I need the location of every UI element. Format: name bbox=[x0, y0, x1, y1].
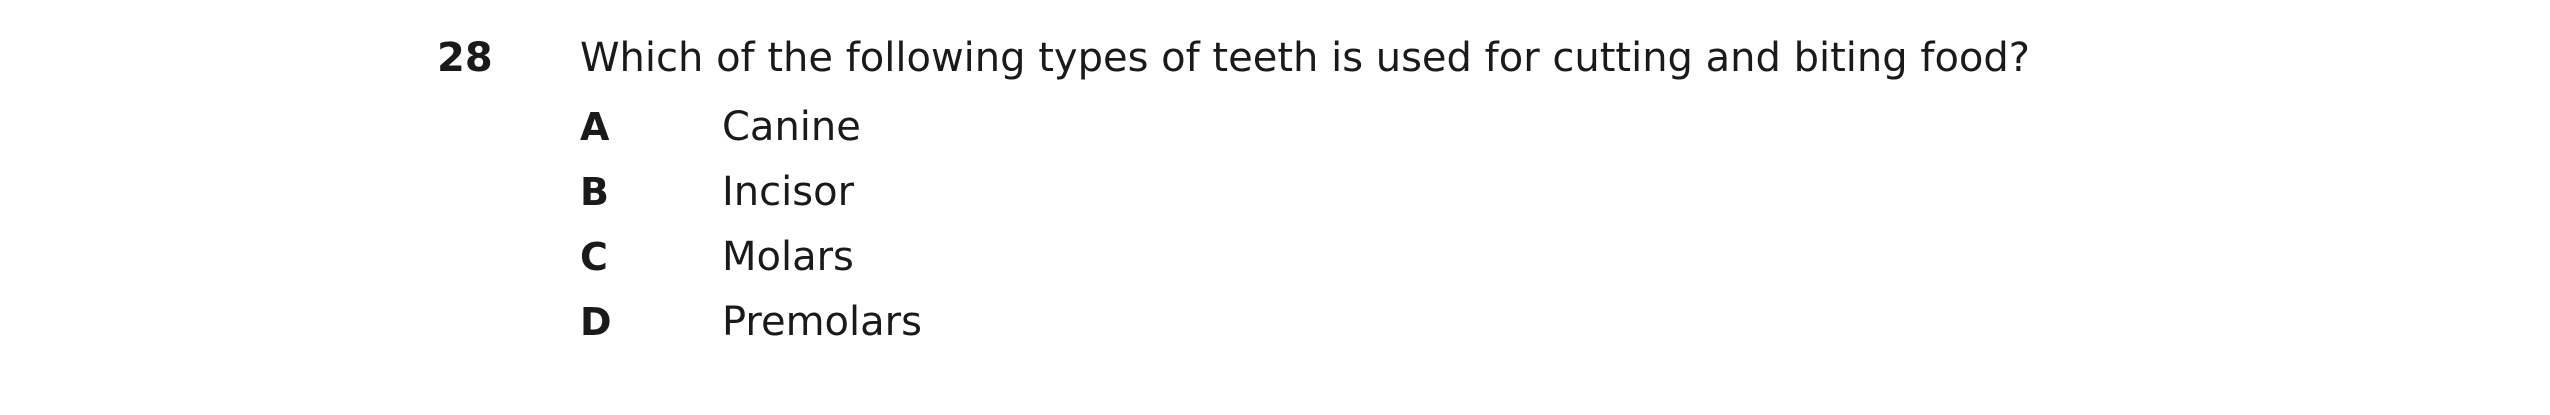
answer-options bbox=[580, 94, 922, 354]
option-letter: C bbox=[580, 234, 608, 279]
option-d bbox=[580, 289, 922, 354]
option-b bbox=[580, 159, 922, 224]
option-text: Canine bbox=[722, 103, 861, 150]
option-text: Incisor bbox=[722, 168, 855, 215]
option-a bbox=[580, 94, 922, 159]
question-number: 28 bbox=[437, 35, 493, 81]
option-letter: D bbox=[580, 299, 612, 344]
option-letter: B bbox=[580, 169, 609, 214]
option-text: Premolars bbox=[722, 298, 922, 345]
option-letter: A bbox=[580, 104, 610, 149]
option-c bbox=[580, 224, 922, 289]
question-text: Which of the following types of teeth is used for cutting and biting food? bbox=[580, 35, 2031, 81]
option-text: Molars bbox=[722, 233, 854, 280]
